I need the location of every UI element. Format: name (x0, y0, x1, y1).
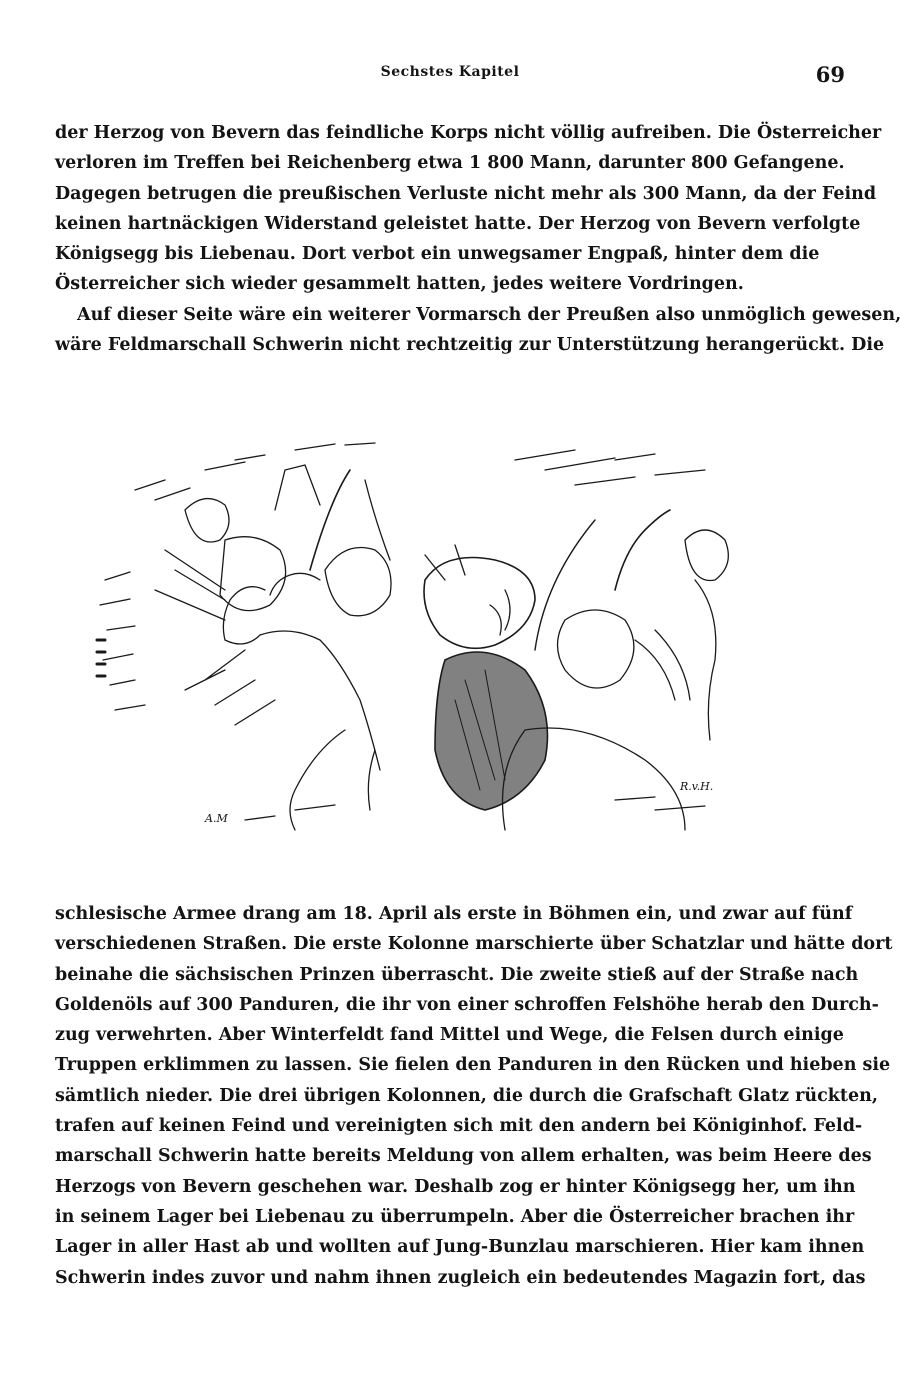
artist-signature-left: A.M (205, 812, 228, 825)
text-line: trafen auf keinen Feind und vereinigten sich mit den andern bei Königinhof. Feld- (55, 1116, 863, 1137)
text-line: beinahe die sächsischen Prinzen überrascht. Die zweite stieß auf der Straße nach (55, 964, 859, 985)
paragraph-3 (55, 899, 893, 1293)
text-line: Königsegg bis Liebenau. Dort verbot ein unwegsamer Engpaß, hinter dem die (55, 244, 820, 265)
text-line: marschall Schwerin hatte bereits Meldung von allem erhalten, was beim Heere des (55, 1146, 872, 1167)
text-line: zug verwehrten. Aber Winterfeldt fand Mittel und Wege, die Felsen durch einige (55, 1025, 844, 1046)
text-line: in seinem Lager bei Liebenau zu überrumpeln. Aber die Österreicher brachen ihr (55, 1206, 855, 1227)
running-head: Sechstes Kapitel (380, 64, 520, 80)
text-line: sämtlich nieder. Die drei übrigen Kolonnen, die durch die Grafschaft Glatz rückten, (55, 1085, 878, 1106)
paragraph-2 (55, 300, 901, 361)
text-line: Österreicher sich wieder gesammelt hatten, jedes weitere Vordringen. (55, 274, 744, 295)
paragraph-1 (55, 118, 882, 300)
cavalry-battle-illustration (95, 430, 745, 842)
page-number: 69 (815, 62, 845, 87)
text-line: Dagegen betrugen die preußischen Verluste nicht mehr als 300 Mann, da der Feind (55, 183, 877, 204)
text-line: wäre Feldmarschall Schwerin nicht rechtzeitig zur Unterstützung herangerückt. Die (55, 335, 885, 356)
text-line: Schwerin indes zuvor und nahm ihnen zugleich ein bedeutendes Magazin fort, das (55, 1267, 866, 1288)
text-line: verschiedenen Straßen. Die erste Kolonne marschierte über Schatzlar und hätte dort (55, 934, 893, 955)
text-line: schlesische Armee drang am 18. April als erste in Böhmen ein, und zwar auf fünf (55, 904, 853, 924)
text-line: keinen hartnäckigen Widerstand geleistet hatte. Der Herzog von Bevern verfolgte (55, 213, 861, 234)
text-line: Truppen erklimmen zu lassen. Sie fielen den Panduren in den Rücken und hieben sie (55, 1055, 891, 1076)
text-line: verloren im Treffen bei Reichenberg etwa 1 800 Mann, darunter 800 Gefangene. (55, 153, 845, 174)
page-header (55, 64, 845, 94)
text-line: Herzogs von Bevern geschehen war. Deshalb zog er hinter Königsegg her, um ihn (55, 1176, 856, 1197)
artist-signature-right: R.v.H. (680, 780, 714, 793)
text-line: Lager in aller Hast ab und wollten auf Jung-Bunzlau marschieren. Hier kam ihnen (55, 1237, 865, 1258)
text-line: Goldenöls auf 300 Panduren, die ihr von einer schroffen Felshöhe herab den Durch- (55, 994, 879, 1015)
illustration-drawing (95, 430, 745, 842)
text-line: der Herzog von Bevern das feindliche Korps nicht völlig aufreiben. Die Österreicher (55, 123, 882, 143)
text-line: Auf dieser Seite wäre ein weiterer Vormarsch der Preußen also unmöglich gewesen, (77, 305, 901, 325)
